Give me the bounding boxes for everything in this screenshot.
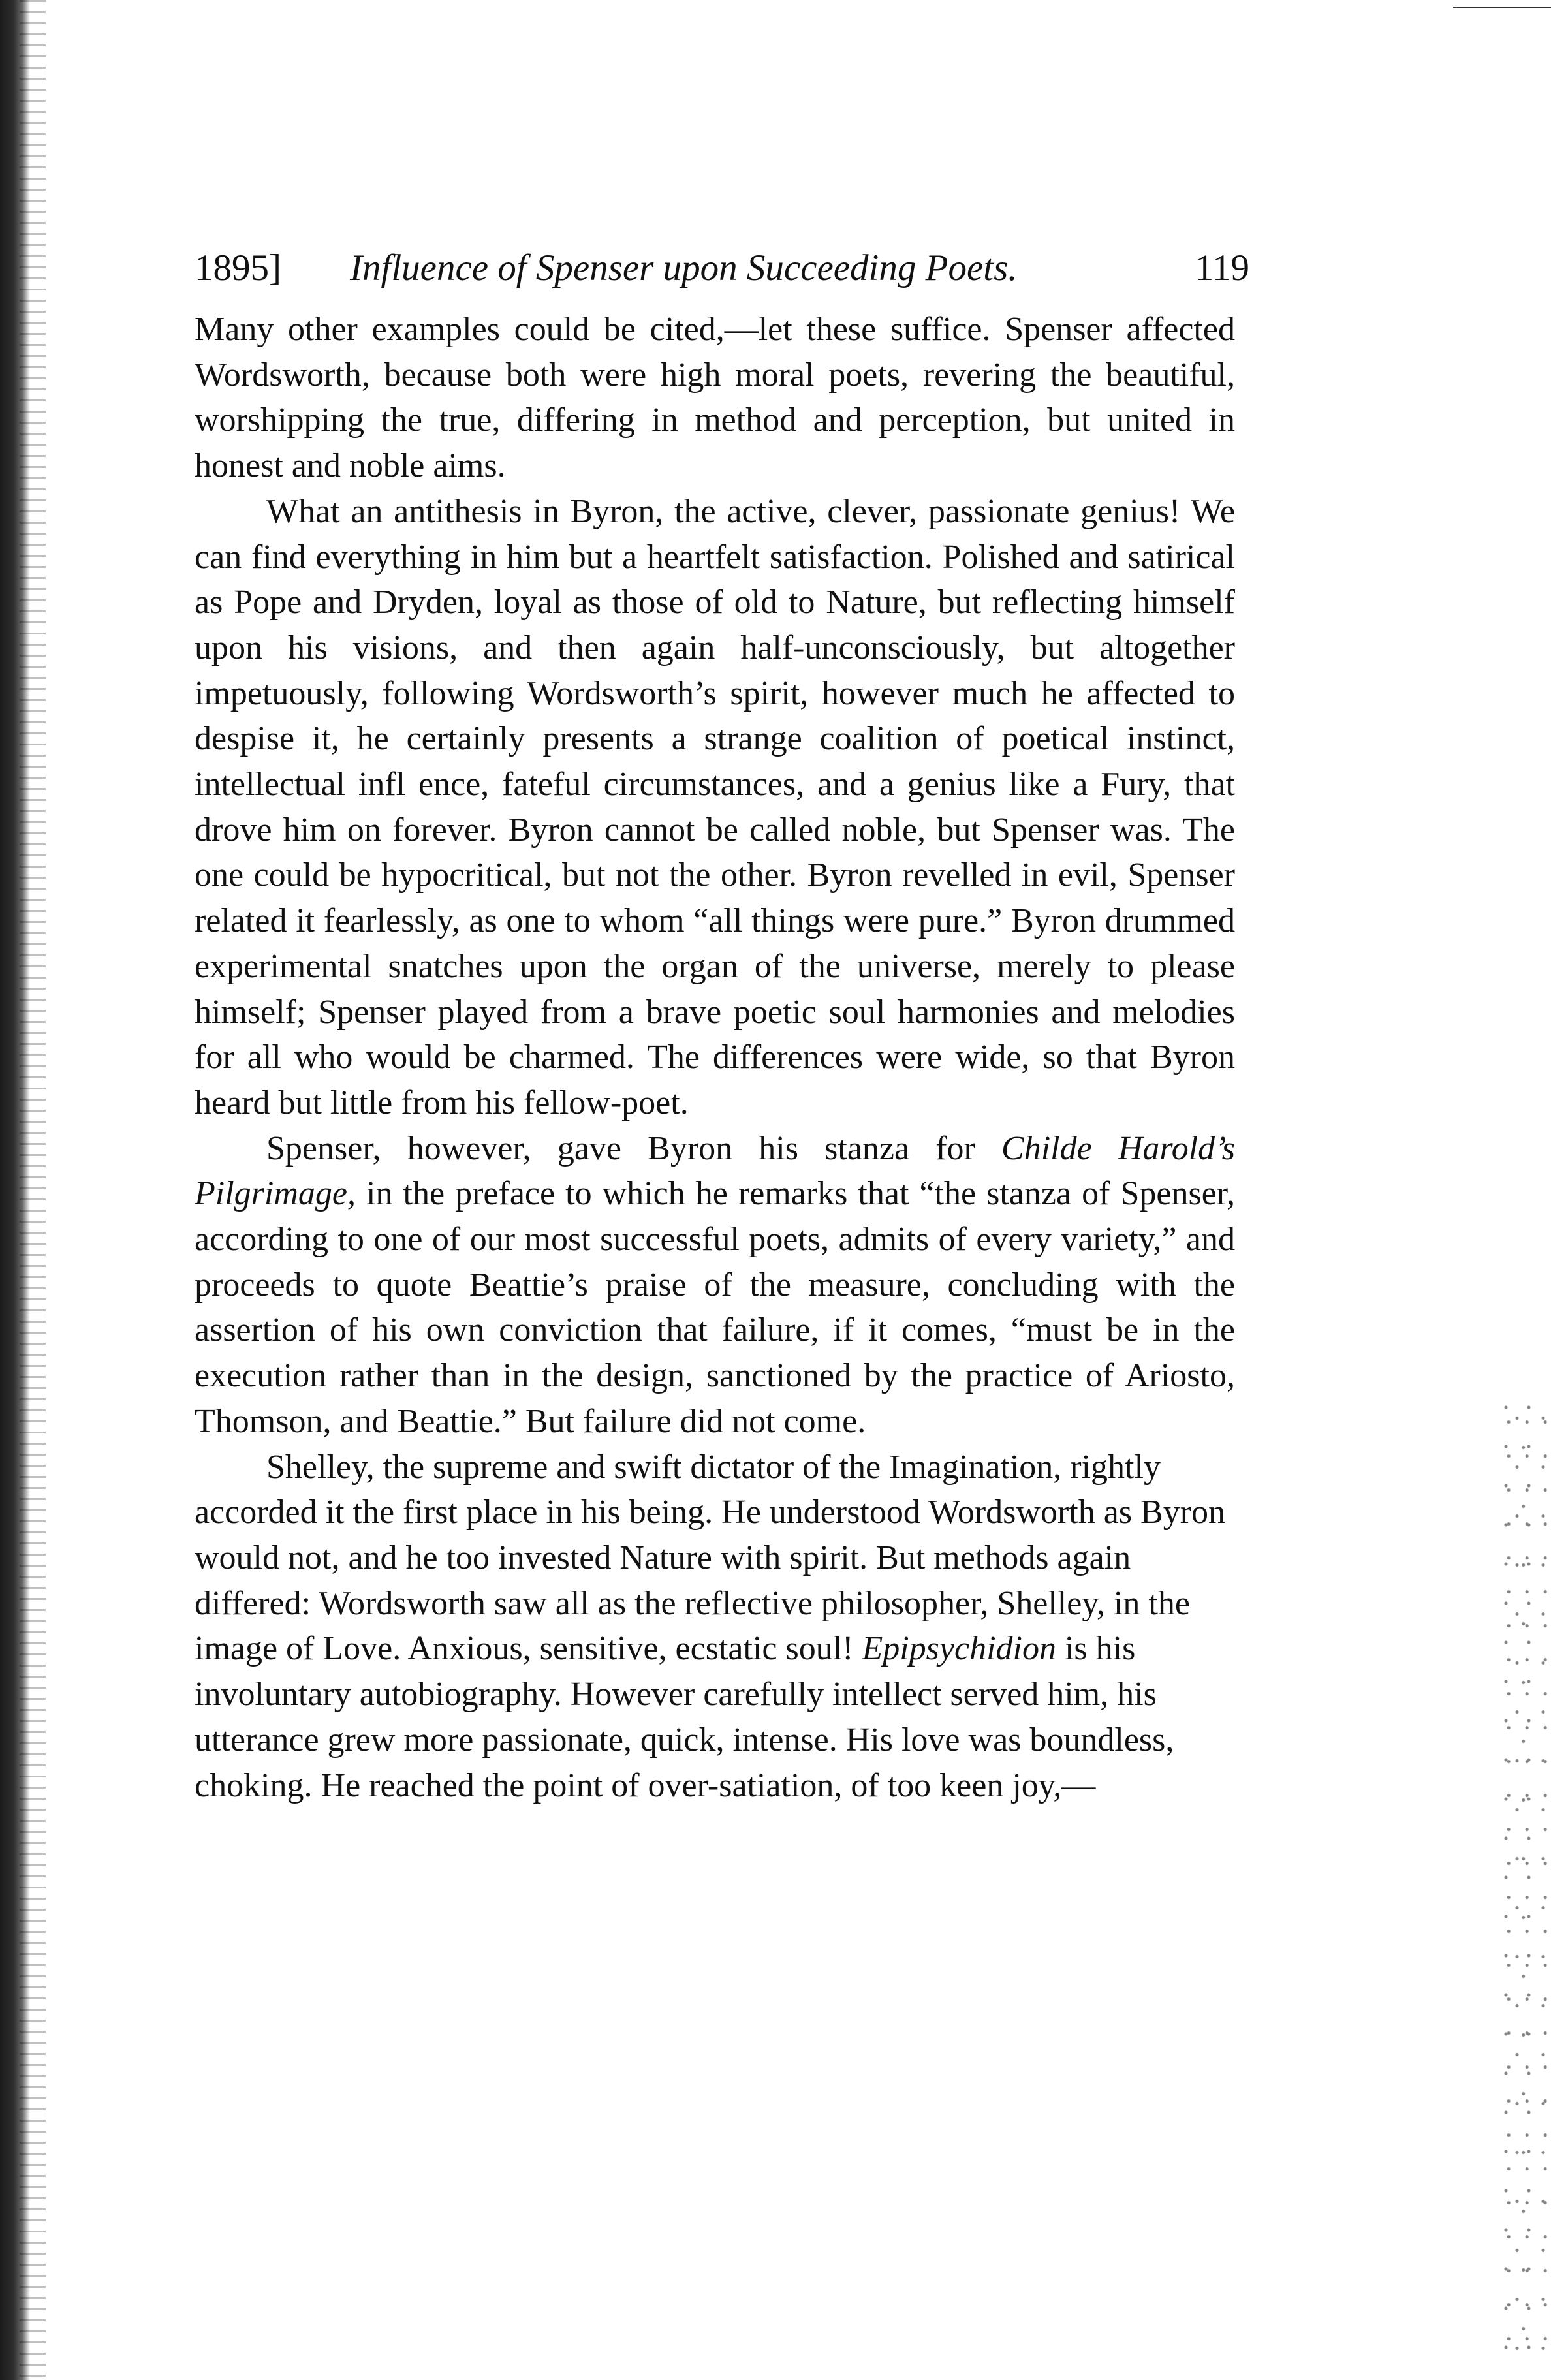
page-number: 119	[1195, 247, 1249, 289]
paragraph-1: Many other examples could be cited,—let these suffice. Spenser affected Wordsworth, because both were high moral poets, revering the beautiful, worshipping the true, differing in method and perception, but united in honest and noble aims.	[195, 311, 1235, 485]
paragraph-4	[195, 1445, 1235, 1809]
paragraph-4-text-b: is his involuntary autobiography. However carefully intellect served him, his utterance grew more passionate, quick, intense. His love was boundless, choking. He reached the point of over-satiation, of too keen joy,—	[195, 1630, 1174, 1804]
paragraph-3	[195, 1126, 1235, 1445]
paragraph-2: What an antithesis in Byron, the active, clever, passionate genius! We can find everything in him but a heartfelt satisfaction. Polished and satirical as Pope and Dryden, loyal as those of old to Nature, but reflecting himself upon his visions, and then again half-unconsciously, but altogether impetuously, following Wordsworth’s spirit, however much he affected to despise it, he certainly presents a strange coalition of poetical instinct, intellectual infl ence, fateful circumstances, and a genius like a Fury, that drove him on forever. Byron cannot be called noble, but Spenser was. The one could be hypocritical, but not the other. Byron revelled in evil, Spenser related it fearlessly, as one to whom “all things were pure.” Byron drummed experimental snatches upon the organ of the universe, merely to please himself; Spenser played from a brave poetic soul harmonies and melodies for all who would be charmed. The differences were wide, so that Byron heard but little from his fellow-poet.	[195, 492, 1235, 1121]
gutter-scan-specks	[20, 0, 46, 2380]
paragraph-3-text-b: in the preface to which he remarks that “the stanza of Spenser, according to one of our most successful poets, admits of every variety,” and proceeds to quote Beattie’s praise of the measure, concluding with the assertion of his own conviction that failure, if it comes, “must be in the execution rather than in the design, sanctioned by the practice of Ariosto, Thomson, and Beattie.” But failure did not come.	[195, 1175, 1235, 1440]
top-rule	[1453, 7, 1551, 8]
running-header	[195, 239, 1249, 298]
header-year: 1895]	[195, 247, 281, 289]
work-title-epipsychidion: Epipsychidion	[862, 1630, 1056, 1668]
paragraph-3-text-a: Spenser, however, gave Byron his stanza for	[266, 1129, 1002, 1167]
body-text	[195, 307, 1235, 1808]
margin-scan-specks	[1501, 1403, 1547, 2370]
paragraph-4-text-a: Shelley, the supreme and swift dictator of the Imagination, rightly accorded it the first place in his being. He understood Wordsworth as Byron would not, and he too invested Nature with spirit. But methods again differed: Wordsworth saw all as the reflective philosopher, Shelley, in the image of Love. Anxious, sensitive, ecstatic soul!	[195, 1448, 1226, 1668]
work-title-childe-harold: Childe Harold’s Pilgrimage,	[195, 1129, 1235, 1213]
header-title: Influence of Spenser upon Succeeding Poets.	[350, 247, 1018, 289]
